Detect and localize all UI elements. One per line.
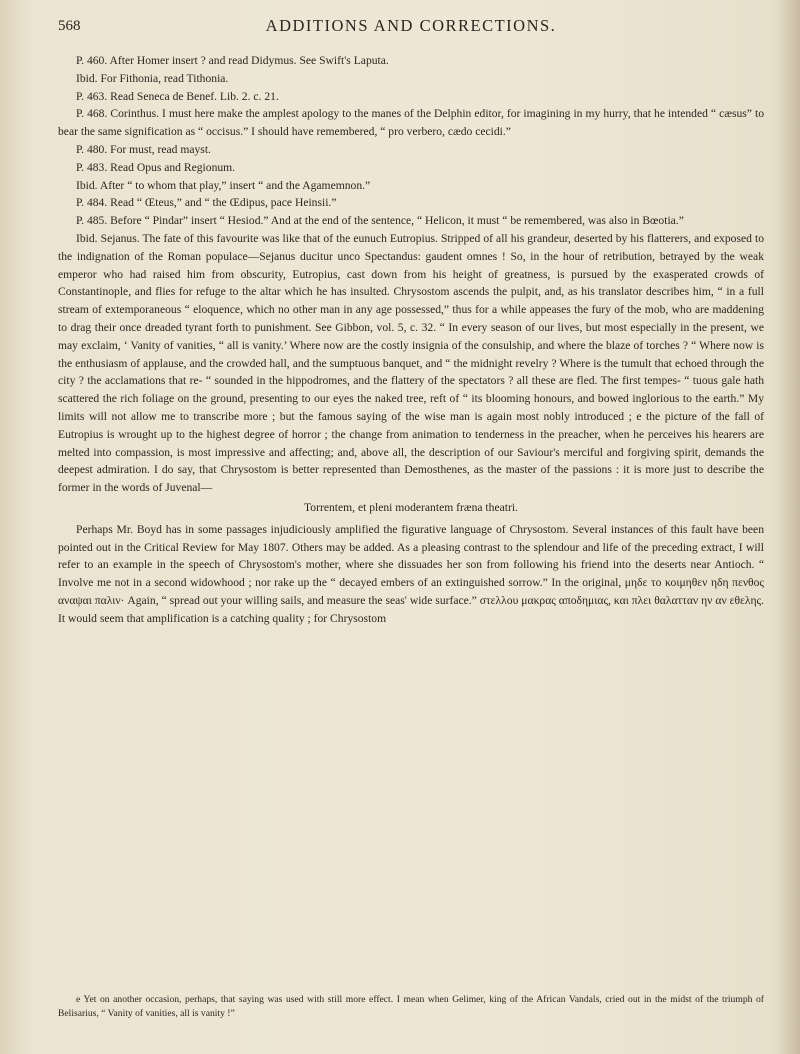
closing-paragraph: Perhaps Mr. Boyd has in some passages injudiciously amplified the figurative language of Chrysostom. Several instances of this fault have been pointed out in the Critical Review for May 1807. Others may be added. As a pleasing contrast to the splendour and life of the preceding extract, I will refer to an example in the speech of Chrysostom's mother, where she dissuades her son from following his friend into the deserts near Antioch. “ Involve me not in a second widowhood ; nor rake up the “ decayed embers of an extinguished sorrow.” In the original, μηδε το κοιμηθεν ηδη πενθος αναψαι παλιν· Again, “ spread out your willing sails, and measure the seas' wide surface.” στελλου μακρας αποδημιας, και πλει θαλατταν ην αν εθελης. It would seem that amplification is a catching quality ; for Chrysostom [58, 522, 764, 625]
correction-entry: P. 484. Read “ Œteus,” and “ the Œdipus, pace Heinsii.” [76, 196, 337, 210]
page-edge-shadow [778, 0, 800, 1054]
body-text [58, 52, 764, 628]
juvenal-quotation: Torrentem, et pleni moderantem fræna theatri. [304, 500, 518, 514]
correction-entry: Ibid. After “ to whom that play,” insert “ and the Agamemnon.” [76, 178, 371, 192]
correction-entry: Ibid. For Fithonia, read Tithonia. [76, 71, 229, 85]
correction-entry-sejanus: Ibid. Sejanus. The fate of this favourite was like that of the eunuch Eutropius. Stripped of all his grandeur, deserted by his flatterers, and exposed to the indignation of the Roman populace—Sejanus ducitur unco Spectandus: gaudent omnes ! So, in the hour of retribution, betrayed by the weak emperor who had raised him from obscurity, Eutropius, cast down from his height of greatness, is pursued by the exasperated crowds of Constantinople, and flies for refuge to the altar which he has insulted. Chrysostom ascends the pulpit, and, as his translator describes him, “ in a full stream of extemporaneous “ eloquence, which no other man in any age possessed,” thus for a while appeases the fury of the mob, who are maddening to drag their once dreaded tyrant forth to punishment. See Gibbon, vol. 5, c. 32. “ In every season of our lives, but most especially in the present, we may exclaim, ‘ Vanity of vanities, “ all is vanity.’ Where now are the costly insignia of the consulship, and where the blaze of torches ? “ Where now is the enthusiasm of applause, and the crowded hall, and the sumptuous banquet, and “ the midnight revelry ? Where is the tumult that echoed through the city ? the acclamations that re- “ sounded in the hippodromes, and the flattery of the spectators ? all these are fled. The first tempes- “ tuous gale hath scattered the rich foliage on the ground, presenting to our eyes the naked tree, reft of “ its blooming honours, and bowed inglorious to the earth.” My limits will not allow me to transcribe more ; but the famous saying of the wise man is again most nobly introduced ; e the picture of the fall of Eutropius is wrought up to the highest degree of horror ; the change from animation to tenderness in the preacher, when he perceives his hearers are melted into compassion, is most impressive and affecting; and, above all, the description of our Saviour's merciful and forgiving spirit, demands the deepest admiration. I do say, that Chrysostom is better represented than Demosthenes, as the master of the passions : it is more just to describe the former in the words of Juvenal— [58, 231, 764, 495]
correction-entry: P. 483. Read Opus and Regionum. [76, 160, 236, 174]
correction-entry: P. 460. After Homer insert ? and read Didymus. See Swift's Laputa. [76, 54, 389, 67]
correction-entry: P. 480. For must, read mayst. [76, 142, 211, 156]
page-header [58, 14, 764, 44]
running-head: ADDITIONS AND CORRECTIONS. [265, 16, 557, 35]
correction-entry: P. 468. Corinthus. I must here make the amplest apology to the manes of the Delphin editor, for imagining in my hurry, that he intended “ cæsus” to bear the same signification as “ occisus.” I should have remembered, “ pro verbero, cædo cecidi.” [58, 107, 764, 139]
correction-entry: P. 463. Read Seneca de Benef. Lib. 2. c. 21. [76, 89, 279, 103]
page-number: 568 [58, 18, 81, 34]
footnote: e Yet on another occasion, perhaps, that saying was used with still more effect. I mean when Gelimer, king of the African Vandals, cried out in the midst of the triumph of Belisarius, “ Vanity of vanities, all is vanity !” [58, 994, 764, 1019]
correction-entry: P. 485. Before “ Pindar” insert “ Hesiod.” And at the end of the sentence, “ Helicon, it must “ be remembered, was also in Bœotia.” [76, 214, 684, 228]
